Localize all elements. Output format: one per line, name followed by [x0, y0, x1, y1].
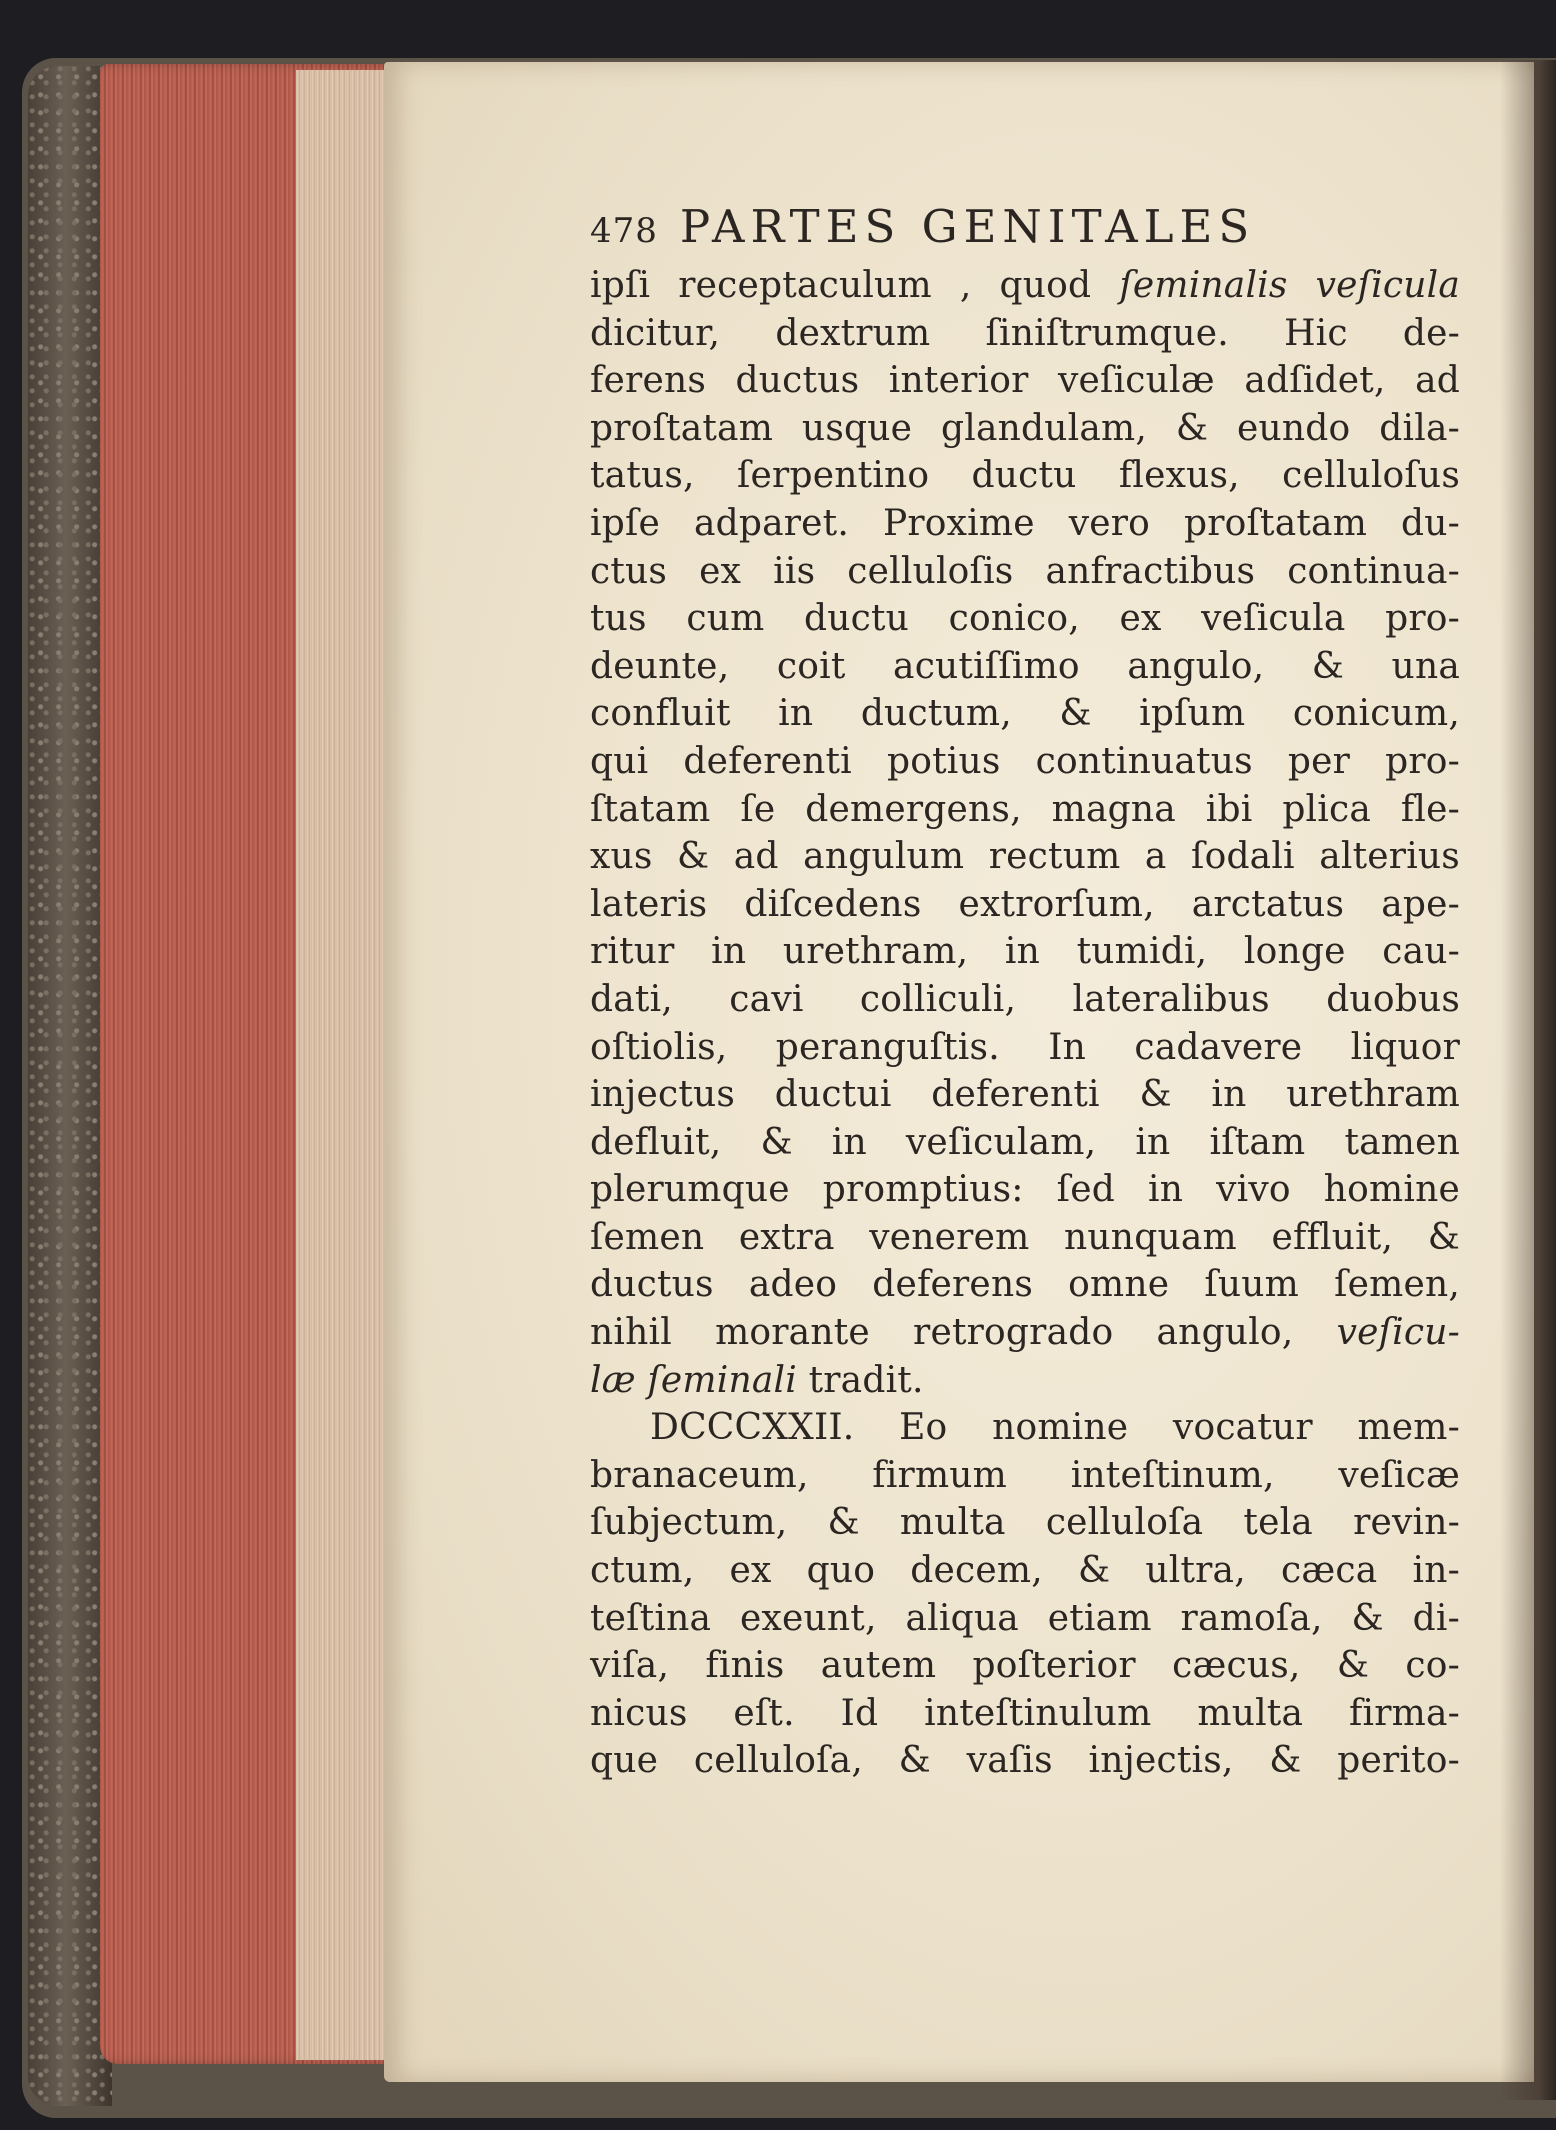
text-line	[590, 1309, 1460, 1357]
text-segment: confluit in ductum, & ipſum conicum,	[590, 693, 1460, 735]
text-line	[590, 262, 1460, 310]
running-head-title: PARTES GENITALES	[679, 200, 1256, 253]
text-line	[590, 1452, 1460, 1500]
page-edges-inner	[296, 70, 388, 2060]
text-line	[590, 1690, 1460, 1738]
text-line	[590, 595, 1460, 643]
page-number: 478	[590, 211, 658, 251]
text-segment: deunte, coit acutiſſimo angulo, & una	[590, 645, 1460, 687]
text-line	[590, 310, 1460, 358]
text-segment: nihil morante retrogrado angulo,	[590, 1312, 1337, 1354]
text-segment: viſa, finis autem poſterior cæcus, & co-	[590, 1645, 1460, 1687]
text-line	[590, 1214, 1460, 1262]
text-segment: ſubjectum, & multa celluloſa tela revin-	[590, 1502, 1460, 1544]
text-segment: ductus adeo deferens omne ſuum ſemen,	[590, 1264, 1460, 1306]
text-segment: tradit.	[796, 1359, 924, 1401]
page-text-block	[590, 200, 1460, 1785]
text-line	[590, 690, 1460, 738]
text-segment: proſtatam usque glandulam, & eundo dila-	[590, 407, 1460, 449]
text-segment: ipſe adparet. Proxime vero proſtatam du-	[590, 502, 1460, 544]
italic-text: veſicu-	[1336, 1312, 1460, 1354]
text-line	[590, 1547, 1460, 1595]
text-segment: ſtatam ſe demergens, magna ibi plica fle-	[590, 788, 1460, 830]
text-segment: ipſi receptaculum , quod	[590, 265, 1120, 306]
text-line	[590, 357, 1460, 405]
text-line	[590, 738, 1460, 786]
text-segment: dicitur, dextrum ſiniſtrumque. Hic de-	[590, 312, 1460, 354]
text-segment: defluit, & in veſiculam, in iſtam tamen	[590, 1121, 1460, 1163]
text-line	[590, 500, 1460, 548]
text-segment: ferens ductus interior veſiculæ adſidet, ad	[590, 360, 1460, 402]
text-segment: nicus eſt. Id inteſtinulum multa firma-	[590, 1692, 1460, 1734]
text-segment: tatus, ſerpentino ductu flexus, celluloſus	[590, 455, 1460, 497]
text-segment: branaceum, firmum inteſtinum, veſicæ	[590, 1454, 1460, 1496]
text-segment: ritur in urethram, in tumidi, longe cau-	[590, 931, 1460, 973]
text-line	[590, 405, 1460, 453]
text-segment: ctum, ex quo decem, & ultra, cæca in-	[590, 1550, 1460, 1592]
text-line	[590, 1261, 1460, 1309]
body-text	[590, 262, 1460, 1785]
text-line	[590, 1404, 1460, 1452]
text-segment: que celluloſa, & vaſis injectis, & perito-	[590, 1740, 1460, 1782]
text-segment: tus cum ductu conico, ex veſicula pro-	[590, 598, 1460, 640]
text-line	[590, 786, 1460, 834]
text-line	[590, 452, 1460, 500]
text-segment: plerumque promptius: ſed in vivo homine	[590, 1169, 1460, 1211]
text-line	[590, 928, 1460, 976]
text-line	[590, 976, 1460, 1024]
text-line	[590, 881, 1460, 929]
text-line	[590, 1595, 1460, 1643]
text-segment: ctus ex iis celluloſis anfractibus continua-	[590, 550, 1460, 592]
text-line	[590, 1119, 1460, 1167]
text-line	[590, 1737, 1460, 1785]
text-line	[590, 1166, 1460, 1214]
text-line	[590, 1024, 1460, 1072]
text-segment: dati, cavi colliculi, lateralibus duobus	[590, 978, 1460, 1020]
text-line	[590, 1642, 1460, 1690]
italic-text: ſeminalis veſicula	[1119, 265, 1461, 306]
text-segment: xus & ad angulum rectum a ſodali alterius	[590, 836, 1460, 878]
text-line	[590, 643, 1460, 691]
text-line	[590, 1357, 1460, 1405]
text-segment: injectus ductui deferenti & in urethram	[590, 1074, 1460, 1116]
running-head	[590, 200, 1460, 262]
gutter-shadow	[1500, 60, 1556, 2100]
text-segment: oſtiolis, peranguſtis. In cadavere liquor	[590, 1026, 1460, 1068]
text-line	[590, 833, 1460, 881]
text-segment: teſtina exeunt, aliqua etiam ramoſa, & di-	[590, 1597, 1460, 1639]
text-segment: ſemen extra venerem nunquam effluit, &	[590, 1216, 1460, 1258]
text-line	[590, 1071, 1460, 1119]
text-line	[590, 548, 1460, 596]
text-segment: DCCCXXII. Eo nomine vocatur mem-	[650, 1407, 1460, 1449]
text-segment: qui deferenti potius continuatus per pro-	[590, 740, 1460, 782]
italic-text: læ ſeminali	[590, 1359, 797, 1401]
text-line	[590, 1499, 1460, 1547]
text-segment: lateris diſcedens extrorſum, arctatus ape-	[590, 883, 1460, 925]
